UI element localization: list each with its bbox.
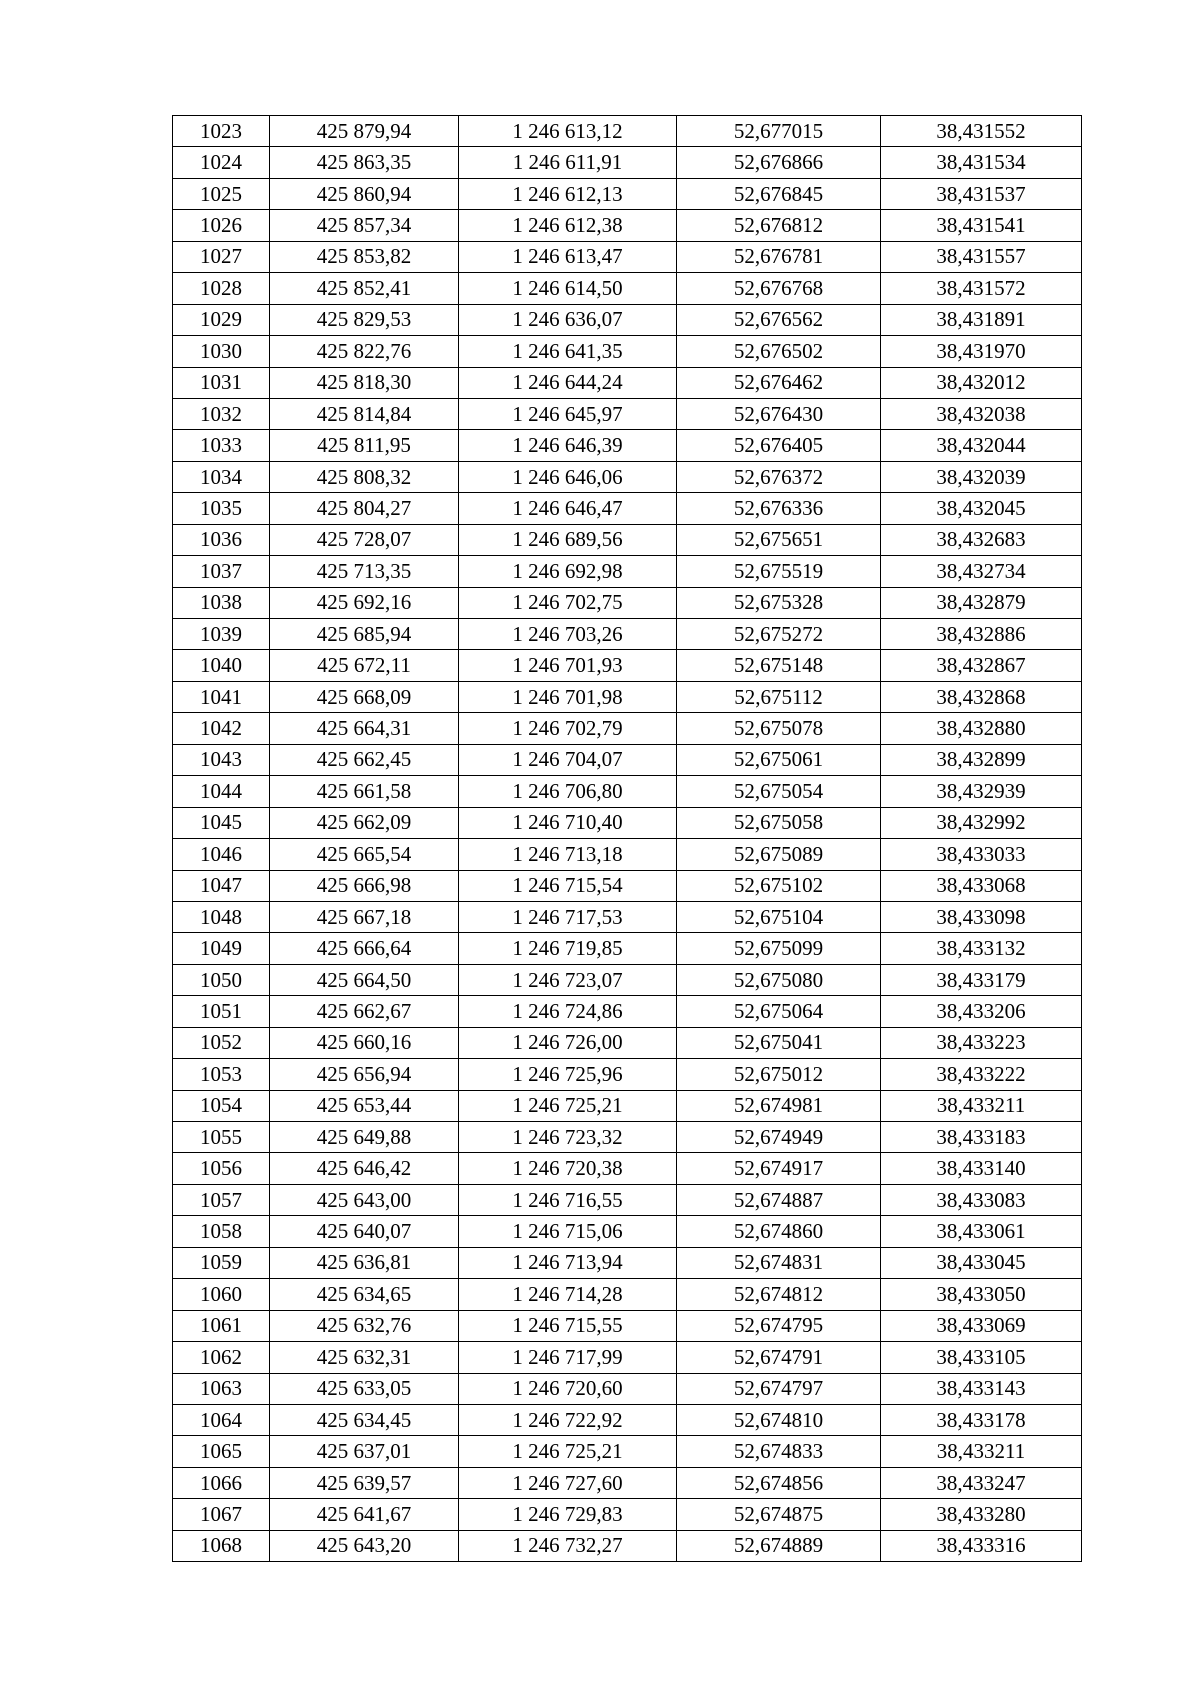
table-row: [173, 1530, 1082, 1561]
point-number-cell: 1046: [173, 839, 270, 870]
x-coordinate-cell: 425 814,84: [270, 398, 459, 429]
point-number-cell: 1051: [173, 996, 270, 1027]
point-number-cell: 1034: [173, 461, 270, 492]
y-coordinate-cell: 1 246 724,86: [459, 996, 677, 1027]
latitude-cell: 52,676430: [677, 398, 881, 429]
x-coordinate-cell: 425 632,76: [270, 1310, 459, 1341]
latitude-cell: 52,674949: [677, 1122, 881, 1153]
longitude-cell: 38,432683: [881, 524, 1082, 555]
point-number-cell: 1063: [173, 1373, 270, 1404]
point-number-cell: 1060: [173, 1279, 270, 1310]
table-row: [173, 619, 1082, 650]
table-row: [173, 650, 1082, 681]
table-row: [173, 367, 1082, 398]
table-row: [173, 1059, 1082, 1090]
table-row: [173, 178, 1082, 209]
longitude-cell: 38,432880: [881, 713, 1082, 744]
y-coordinate-cell: 1 246 722,92: [459, 1404, 677, 1435]
x-coordinate-cell: 425 804,27: [270, 493, 459, 524]
y-coordinate-cell: 1 246 646,39: [459, 430, 677, 461]
x-coordinate-cell: 425 666,98: [270, 870, 459, 901]
y-coordinate-cell: 1 246 710,40: [459, 807, 677, 838]
table-row: [173, 524, 1082, 555]
latitude-cell: 52,676462: [677, 367, 881, 398]
latitude-cell: 52,675064: [677, 996, 881, 1027]
table-row: [173, 1499, 1082, 1530]
longitude-cell: 38,431891: [881, 304, 1082, 335]
point-number-cell: 1039: [173, 619, 270, 650]
x-coordinate-cell: 425 632,31: [270, 1342, 459, 1373]
latitude-cell: 52,675148: [677, 650, 881, 681]
table-row: [173, 933, 1082, 964]
table-row: [173, 870, 1082, 901]
longitude-cell: 38,433033: [881, 839, 1082, 870]
longitude-cell: 38,432939: [881, 776, 1082, 807]
point-number-cell: 1043: [173, 744, 270, 775]
x-coordinate-cell: 425 660,16: [270, 1027, 459, 1058]
longitude-cell: 38,432045: [881, 493, 1082, 524]
point-number-cell: 1057: [173, 1184, 270, 1215]
latitude-cell: 52,676372: [677, 461, 881, 492]
y-coordinate-cell: 1 246 646,06: [459, 461, 677, 492]
point-number-cell: 1041: [173, 681, 270, 712]
table-row: [173, 1090, 1082, 1121]
latitude-cell: 52,676768: [677, 273, 881, 304]
longitude-cell: 38,432886: [881, 619, 1082, 650]
y-coordinate-cell: 1 246 719,85: [459, 933, 677, 964]
y-coordinate-cell: 1 246 702,75: [459, 587, 677, 618]
longitude-cell: 38,431552: [881, 116, 1082, 147]
x-coordinate-cell: 425 852,41: [270, 273, 459, 304]
latitude-cell: 52,675328: [677, 587, 881, 618]
point-number-cell: 1023: [173, 116, 270, 147]
latitude-cell: 52,674831: [677, 1247, 881, 1278]
latitude-cell: 52,674860: [677, 1216, 881, 1247]
latitude-cell: 52,676405: [677, 430, 881, 461]
y-coordinate-cell: 1 246 715,06: [459, 1216, 677, 1247]
table-row: [173, 210, 1082, 241]
point-number-cell: 1047: [173, 870, 270, 901]
x-coordinate-cell: 425 829,53: [270, 304, 459, 335]
point-number-cell: 1062: [173, 1342, 270, 1373]
y-coordinate-cell: 1 246 703,26: [459, 619, 677, 650]
longitude-cell: 38,433083: [881, 1184, 1082, 1215]
latitude-cell: 52,674889: [677, 1530, 881, 1561]
table-row: [173, 336, 1082, 367]
longitude-cell: 38,432867: [881, 650, 1082, 681]
longitude-cell: 38,433223: [881, 1027, 1082, 1058]
longitude-cell: 38,432039: [881, 461, 1082, 492]
table-row: [173, 776, 1082, 807]
longitude-cell: 38,432044: [881, 430, 1082, 461]
longitude-cell: 38,433206: [881, 996, 1082, 1027]
latitude-cell: 52,674833: [677, 1436, 881, 1467]
table-row: [173, 587, 1082, 618]
latitude-cell: 52,675080: [677, 964, 881, 995]
x-coordinate-cell: 425 662,67: [270, 996, 459, 1027]
point-number-cell: 1040: [173, 650, 270, 681]
x-coordinate-cell: 425 728,07: [270, 524, 459, 555]
x-coordinate-cell: 425 685,94: [270, 619, 459, 650]
table-row: [173, 1279, 1082, 1310]
latitude-cell: 52,675012: [677, 1059, 881, 1090]
latitude-cell: 52,675651: [677, 524, 881, 555]
point-number-cell: 1064: [173, 1404, 270, 1435]
latitude-cell: 52,674917: [677, 1153, 881, 1184]
point-number-cell: 1027: [173, 241, 270, 272]
x-coordinate-cell: 425 662,45: [270, 744, 459, 775]
x-coordinate-cell: 425 643,00: [270, 1184, 459, 1215]
table-row: [173, 1310, 1082, 1341]
latitude-cell: 52,675078: [677, 713, 881, 744]
latitude-cell: 52,675058: [677, 807, 881, 838]
point-number-cell: 1025: [173, 178, 270, 209]
y-coordinate-cell: 1 246 732,27: [459, 1530, 677, 1561]
longitude-cell: 38,433247: [881, 1467, 1082, 1498]
y-coordinate-cell: 1 246 689,56: [459, 524, 677, 555]
longitude-cell: 38,431557: [881, 241, 1082, 272]
y-coordinate-cell: 1 246 713,18: [459, 839, 677, 870]
point-number-cell: 1038: [173, 587, 270, 618]
point-number-cell: 1054: [173, 1090, 270, 1121]
y-coordinate-cell: 1 246 713,94: [459, 1247, 677, 1278]
longitude-cell: 38,433183: [881, 1122, 1082, 1153]
latitude-cell: 52,675272: [677, 619, 881, 650]
y-coordinate-cell: 1 246 646,47: [459, 493, 677, 524]
latitude-cell: 52,674887: [677, 1184, 881, 1215]
longitude-cell: 38,431534: [881, 147, 1082, 178]
table-row: [173, 493, 1082, 524]
point-number-cell: 1035: [173, 493, 270, 524]
point-number-cell: 1061: [173, 1310, 270, 1341]
table-row: [173, 964, 1082, 995]
table-row: [173, 1216, 1082, 1247]
table-row: [173, 1027, 1082, 1058]
latitude-cell: 52,675061: [677, 744, 881, 775]
table-row: [173, 744, 1082, 775]
latitude-cell: 52,674981: [677, 1090, 881, 1121]
latitude-cell: 52,675089: [677, 839, 881, 870]
latitude-cell: 52,674812: [677, 1279, 881, 1310]
y-coordinate-cell: 1 246 644,24: [459, 367, 677, 398]
x-coordinate-cell: 425 672,11: [270, 650, 459, 681]
longitude-cell: 38,433098: [881, 901, 1082, 932]
table-row: [173, 1247, 1082, 1278]
longitude-cell: 38,432012: [881, 367, 1082, 398]
point-number-cell: 1036: [173, 524, 270, 555]
latitude-cell: 52,674856: [677, 1467, 881, 1498]
longitude-cell: 38,433105: [881, 1342, 1082, 1373]
x-coordinate-cell: 425 857,34: [270, 210, 459, 241]
y-coordinate-cell: 1 246 723,32: [459, 1122, 677, 1153]
x-coordinate-cell: 425 811,95: [270, 430, 459, 461]
longitude-cell: 38,433316: [881, 1530, 1082, 1561]
x-coordinate-cell: 425 664,50: [270, 964, 459, 995]
point-number-cell: 1032: [173, 398, 270, 429]
table-row: [173, 1467, 1082, 1498]
table-row: [173, 681, 1082, 712]
point-number-cell: 1028: [173, 273, 270, 304]
y-coordinate-cell: 1 246 725,96: [459, 1059, 677, 1090]
point-number-cell: 1053: [173, 1059, 270, 1090]
table-row: [173, 996, 1082, 1027]
point-number-cell: 1029: [173, 304, 270, 335]
table-row: [173, 1404, 1082, 1435]
point-number-cell: 1042: [173, 713, 270, 744]
x-coordinate-cell: 425 863,35: [270, 147, 459, 178]
latitude-cell: 52,674875: [677, 1499, 881, 1530]
point-number-cell: 1048: [173, 901, 270, 932]
latitude-cell: 52,676812: [677, 210, 881, 241]
point-number-cell: 1030: [173, 336, 270, 367]
x-coordinate-cell: 425 661,58: [270, 776, 459, 807]
longitude-cell: 38,431537: [881, 178, 1082, 209]
x-coordinate-cell: 425 668,09: [270, 681, 459, 712]
y-coordinate-cell: 1 246 613,47: [459, 241, 677, 272]
x-coordinate-cell: 425 808,32: [270, 461, 459, 492]
longitude-cell: 38,431970: [881, 336, 1082, 367]
y-coordinate-cell: 1 246 612,13: [459, 178, 677, 209]
x-coordinate-cell: 425 664,31: [270, 713, 459, 744]
y-coordinate-cell: 1 246 614,50: [459, 273, 677, 304]
table-row: [173, 556, 1082, 587]
latitude-cell: 52,674791: [677, 1342, 881, 1373]
point-number-cell: 1058: [173, 1216, 270, 1247]
y-coordinate-cell: 1 246 726,00: [459, 1027, 677, 1058]
table-row: [173, 1342, 1082, 1373]
point-number-cell: 1055: [173, 1122, 270, 1153]
point-number-cell: 1059: [173, 1247, 270, 1278]
x-coordinate-cell: 425 641,67: [270, 1499, 459, 1530]
x-coordinate-cell: 425 692,16: [270, 587, 459, 618]
longitude-cell: 38,433222: [881, 1059, 1082, 1090]
latitude-cell: 52,675099: [677, 933, 881, 964]
latitude-cell: 52,674810: [677, 1404, 881, 1435]
table-row: [173, 1184, 1082, 1215]
x-coordinate-cell: 425 649,88: [270, 1122, 459, 1153]
x-coordinate-cell: 425 822,76: [270, 336, 459, 367]
longitude-cell: 38,432899: [881, 744, 1082, 775]
x-coordinate-cell: 425 636,81: [270, 1247, 459, 1278]
x-coordinate-cell: 425 853,82: [270, 241, 459, 272]
y-coordinate-cell: 1 246 611,91: [459, 147, 677, 178]
y-coordinate-cell: 1 246 720,60: [459, 1373, 677, 1404]
longitude-cell: 38,431541: [881, 210, 1082, 241]
point-number-cell: 1044: [173, 776, 270, 807]
y-coordinate-cell: 1 246 725,21: [459, 1436, 677, 1467]
y-coordinate-cell: 1 246 717,99: [459, 1342, 677, 1373]
longitude-cell: 38,432734: [881, 556, 1082, 587]
y-coordinate-cell: 1 246 727,60: [459, 1467, 677, 1498]
x-coordinate-cell: 425 662,09: [270, 807, 459, 838]
longitude-cell: 38,433140: [881, 1153, 1082, 1184]
longitude-cell: 38,433068: [881, 870, 1082, 901]
longitude-cell: 38,432868: [881, 681, 1082, 712]
longitude-cell: 38,432879: [881, 587, 1082, 618]
latitude-cell: 52,676866: [677, 147, 881, 178]
latitude-cell: 52,677015: [677, 116, 881, 147]
table-row: [173, 241, 1082, 272]
point-number-cell: 1068: [173, 1530, 270, 1561]
point-number-cell: 1067: [173, 1499, 270, 1530]
table-row: [173, 430, 1082, 461]
longitude-cell: 38,433280: [881, 1499, 1082, 1530]
y-coordinate-cell: 1 246 706,80: [459, 776, 677, 807]
point-number-cell: 1052: [173, 1027, 270, 1058]
y-coordinate-cell: 1 246 720,38: [459, 1153, 677, 1184]
table-row: [173, 901, 1082, 932]
latitude-cell: 52,675041: [677, 1027, 881, 1058]
y-coordinate-cell: 1 246 692,98: [459, 556, 677, 587]
y-coordinate-cell: 1 246 725,21: [459, 1090, 677, 1121]
point-number-cell: 1065: [173, 1436, 270, 1467]
latitude-cell: 52,675519: [677, 556, 881, 587]
x-coordinate-cell: 425 643,20: [270, 1530, 459, 1561]
point-number-cell: 1045: [173, 807, 270, 838]
y-coordinate-cell: 1 246 714,28: [459, 1279, 677, 1310]
latitude-cell: 52,675112: [677, 681, 881, 712]
y-coordinate-cell: 1 246 702,79: [459, 713, 677, 744]
x-coordinate-cell: 425 713,35: [270, 556, 459, 587]
y-coordinate-cell: 1 246 636,07: [459, 304, 677, 335]
y-coordinate-cell: 1 246 723,07: [459, 964, 677, 995]
y-coordinate-cell: 1 246 704,07: [459, 744, 677, 775]
table-row: [173, 839, 1082, 870]
longitude-cell: 38,433061: [881, 1216, 1082, 1247]
latitude-cell: 52,676845: [677, 178, 881, 209]
table-row: [173, 713, 1082, 744]
point-number-cell: 1066: [173, 1467, 270, 1498]
x-coordinate-cell: 425 639,57: [270, 1467, 459, 1498]
longitude-cell: 38,433050: [881, 1279, 1082, 1310]
y-coordinate-cell: 1 246 716,55: [459, 1184, 677, 1215]
table-row: [173, 304, 1082, 335]
table-row: [173, 1436, 1082, 1467]
latitude-cell: 52,675104: [677, 901, 881, 932]
table-row: [173, 1122, 1082, 1153]
x-coordinate-cell: 425 646,42: [270, 1153, 459, 1184]
x-coordinate-cell: 425 656,94: [270, 1059, 459, 1090]
y-coordinate-cell: 1 246 641,35: [459, 336, 677, 367]
x-coordinate-cell: 425 860,94: [270, 178, 459, 209]
table-row: [173, 1373, 1082, 1404]
point-number-cell: 1056: [173, 1153, 270, 1184]
y-coordinate-cell: 1 246 717,53: [459, 901, 677, 932]
latitude-cell: 52,675054: [677, 776, 881, 807]
table-row: [173, 1153, 1082, 1184]
x-coordinate-cell: 425 665,54: [270, 839, 459, 870]
longitude-cell: 38,432992: [881, 807, 1082, 838]
longitude-cell: 38,433132: [881, 933, 1082, 964]
x-coordinate-cell: 425 653,44: [270, 1090, 459, 1121]
longitude-cell: 38,433211: [881, 1436, 1082, 1467]
longitude-cell: 38,433179: [881, 964, 1082, 995]
x-coordinate-cell: 425 667,18: [270, 901, 459, 932]
y-coordinate-cell: 1 246 715,54: [459, 870, 677, 901]
point-number-cell: 1026: [173, 210, 270, 241]
latitude-cell: 52,676781: [677, 241, 881, 272]
x-coordinate-cell: 425 879,94: [270, 116, 459, 147]
latitude-cell: 52,676336: [677, 493, 881, 524]
y-coordinate-cell: 1 246 729,83: [459, 1499, 677, 1530]
table-row: [173, 398, 1082, 429]
x-coordinate-cell: 425 640,07: [270, 1216, 459, 1247]
longitude-cell: 38,432038: [881, 398, 1082, 429]
longitude-cell: 38,433178: [881, 1404, 1082, 1435]
longitude-cell: 38,433045: [881, 1247, 1082, 1278]
point-number-cell: 1031: [173, 367, 270, 398]
longitude-cell: 38,433211: [881, 1090, 1082, 1121]
latitude-cell: 52,676502: [677, 336, 881, 367]
longitude-cell: 38,431572: [881, 273, 1082, 304]
x-coordinate-cell: 425 634,45: [270, 1404, 459, 1435]
x-coordinate-cell: 425 818,30: [270, 367, 459, 398]
point-number-cell: 1050: [173, 964, 270, 995]
point-number-cell: 1033: [173, 430, 270, 461]
latitude-cell: 52,674795: [677, 1310, 881, 1341]
latitude-cell: 52,676562: [677, 304, 881, 335]
y-coordinate-cell: 1 246 613,12: [459, 116, 677, 147]
y-coordinate-cell: 1 246 612,38: [459, 210, 677, 241]
latitude-cell: 52,675102: [677, 870, 881, 901]
point-number-cell: 1037: [173, 556, 270, 587]
longitude-cell: 38,433069: [881, 1310, 1082, 1341]
point-number-cell: 1049: [173, 933, 270, 964]
table-row: [173, 116, 1082, 147]
y-coordinate-cell: 1 246 715,55: [459, 1310, 677, 1341]
y-coordinate-cell: 1 246 701,98: [459, 681, 677, 712]
coordinates-table-body: [173, 116, 1082, 1562]
latitude-cell: 52,674797: [677, 1373, 881, 1404]
coordinates-table: [172, 115, 1082, 1562]
point-number-cell: 1024: [173, 147, 270, 178]
x-coordinate-cell: 425 637,01: [270, 1436, 459, 1467]
table-row: [173, 273, 1082, 304]
x-coordinate-cell: 425 634,65: [270, 1279, 459, 1310]
table-row: [173, 147, 1082, 178]
y-coordinate-cell: 1 246 645,97: [459, 398, 677, 429]
table-row: [173, 807, 1082, 838]
table-row: [173, 461, 1082, 492]
y-coordinate-cell: 1 246 701,93: [459, 650, 677, 681]
x-coordinate-cell: 425 633,05: [270, 1373, 459, 1404]
x-coordinate-cell: 425 666,64: [270, 933, 459, 964]
longitude-cell: 38,433143: [881, 1373, 1082, 1404]
